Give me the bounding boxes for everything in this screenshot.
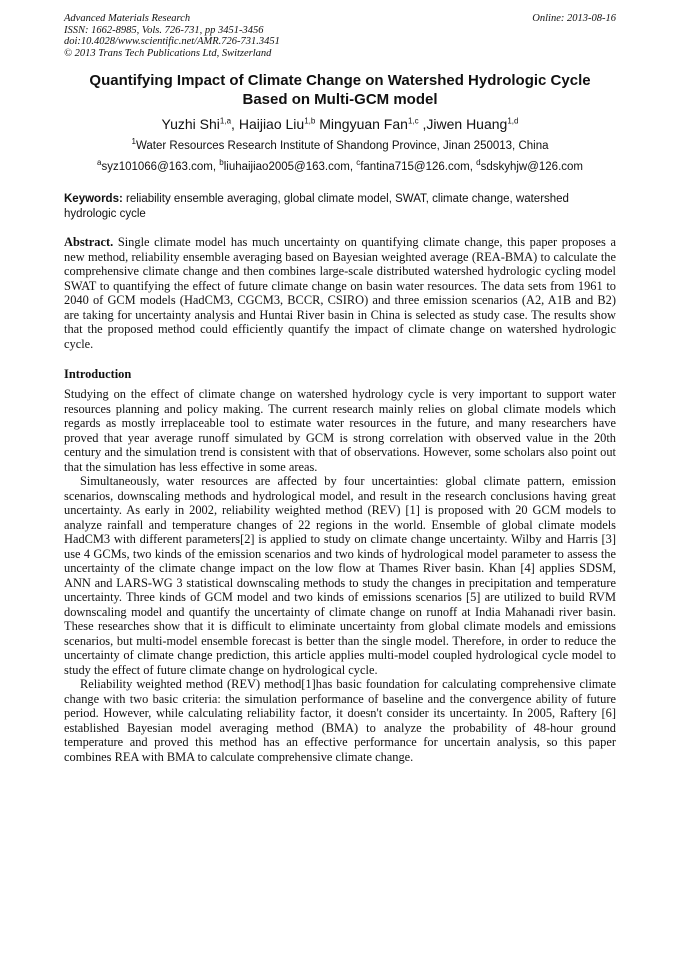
online-date: Online: 2013-08-16 bbox=[532, 13, 616, 24]
author-name: Yuzhi Shi bbox=[161, 116, 220, 132]
keywords bbox=[64, 192, 616, 221]
email-list bbox=[64, 160, 616, 174]
journal-header bbox=[64, 13, 616, 59]
abstract-text: Single climate model has much uncertainty on quantifying climate change, this paper proposes a new method, reliability ensemble averaging based on Bayesian weighted average (REA-BMA) to calculate the comprehensive climate change and then combines large-scale distributed watershed hydrologic cycling model SWAT to quantifying the effect of future climate change on basin water resources. The data sets from 1961 to 2040 of GCM models (HadCM3, CGCM3, BCCR, CSIRO) and three emission scenarios (A2, A1B and B2) are taking for uncertainty analysis and Huntai River basin in China is selected as study case. The results show that the proposed method could efficiently quantify the impact of climate change on watershed hydrologic cycle. bbox=[64, 235, 616, 351]
issn-line: ISSN: 1662-8985, Vols. 726-731, pp 3451-3456 bbox=[64, 24, 264, 36]
author-affil-mark: 1,d bbox=[507, 116, 519, 126]
paper-page bbox=[64, 13, 616, 764]
author-separator: , bbox=[231, 116, 239, 132]
copyright-line: © 2013 Trans Tech Publications Ltd, Switzerland bbox=[64, 47, 272, 59]
keywords-text: reliability ensemble averaging, global climate model, SWAT, climate change, watershed hydrologic cycle bbox=[64, 193, 569, 220]
email-mark: a bbox=[97, 158, 102, 168]
author-separator: , bbox=[418, 116, 427, 132]
email-address: liuhaijiao2005@163.com, bbox=[223, 161, 357, 173]
email-address: sdskyhjw@126.com bbox=[480, 161, 583, 173]
author-affil-mark: 1,a bbox=[219, 116, 232, 126]
paper-title bbox=[64, 71, 616, 109]
author-name: Haijiao Liu bbox=[238, 116, 305, 132]
affiliation bbox=[64, 139, 616, 153]
abstract bbox=[64, 235, 616, 351]
email-mark: b bbox=[219, 158, 224, 168]
journal-name: Advanced Materials Research bbox=[64, 13, 191, 24]
title-line-2: Based on Multi-GCM model bbox=[242, 91, 438, 108]
intro-paragraph: Simultaneously, water resources are affected by four uncertainties: global climate pattern, emission scenarios, downscaling methods and hydrological model, and result in the research conclusions having great uncertainty. As early in 2002, reliability weighted method (REV) [1] is proposed with 20 GCM models to analyze rainfall and temperature changes of 22 regions in the world. Ensemble of global climate models HadCM3 with different parameters[2] is applied to study on climate change uncertainty. Wilby and Harris [3] use 4 GCMs, two kinds of the emission scenarios and two kinds of hydrological model parameter to assess the uncertainty of the climate change impact on the low flow at Thames River basin. Khan [4] applies SDSM, ANN and LARS-WG 3 statistical downscaling methods to study the changes in precipitation and temperature uncertainty. Three kinds of GCM model and two kinds of emissions scenarios [5] are utilized to build RVM downscaling model and quantify the uncertainty of climate change on runoff at India Mahanadi river basin. These researches show that it is difficult to eliminate uncertainty from global climate models and emissions scenarios, but multi-model ensemble forecast is better than the single model. Therefore, in order to reduce the uncertainty of climate change prediction, this article applies multi-model coupled hydrological cycle model to study the effect of future climate change on hydrological cycle. bbox=[64, 474, 616, 677]
email-mark: c bbox=[356, 158, 361, 168]
author-name: Jiwen Huang bbox=[426, 116, 508, 132]
author-name: Mingyuan Fan bbox=[319, 116, 408, 132]
section-heading: Introduction bbox=[64, 367, 132, 381]
affiliation-text: Water Resources Research Institute of Shandong Province, Jinan 250013, China bbox=[135, 140, 549, 152]
keywords-label: Keywords: bbox=[64, 193, 123, 205]
affiliation-mark: 1 bbox=[131, 137, 136, 147]
title-line-1: Quantifying Impact of Climate Change on Watershed Hydrologic Cycle bbox=[89, 72, 591, 89]
doi-line: doi:10.4028/www.scientific.net/AMR.726-731.3451 bbox=[64, 36, 280, 47]
intro-paragraph: Reliability weighted method (REV) method[1]has basic foundation for calculating comprehensive climate change with two basic criteria: the simulation performance of baseline and the convergence ability of future period. However, while calculating reliability factor, it doesn't consider its uncertainty. In 2005, Raftery [6] established Bayesian model averaging method (BMA) to analyze the probability of 48-hour ground temperature and proved this method has an effective performance for uncertain analysis, so this paper combines REA with BMA to calculate comprehensive climate change. bbox=[64, 677, 616, 764]
email-address: syz101066@163.com, bbox=[101, 161, 220, 173]
author-affil-mark: 1,c bbox=[407, 116, 419, 126]
email-address: fantina715@126.com, bbox=[360, 161, 477, 173]
email-mark: d bbox=[476, 158, 481, 168]
intro-paragraph: Studying on the effect of climate change on watershed hydrology cycle is very important to support water resources planning and policy making. The current research mainly relies on global climate models which regards as mostly irreplaceable tool to estimate water resources in the future, and many researchers have proved that year average runoff simulated by GCM is strong correlation with observed value in the 20th century and the simulation trend is consistent with that of observations. However, some scholars also point out that the simulation has less effective in some areas. bbox=[64, 387, 616, 474]
author-list bbox=[64, 115, 616, 133]
author-affil-mark: 1,b bbox=[304, 116, 316, 126]
abstract-label: Abstract. bbox=[64, 235, 114, 249]
